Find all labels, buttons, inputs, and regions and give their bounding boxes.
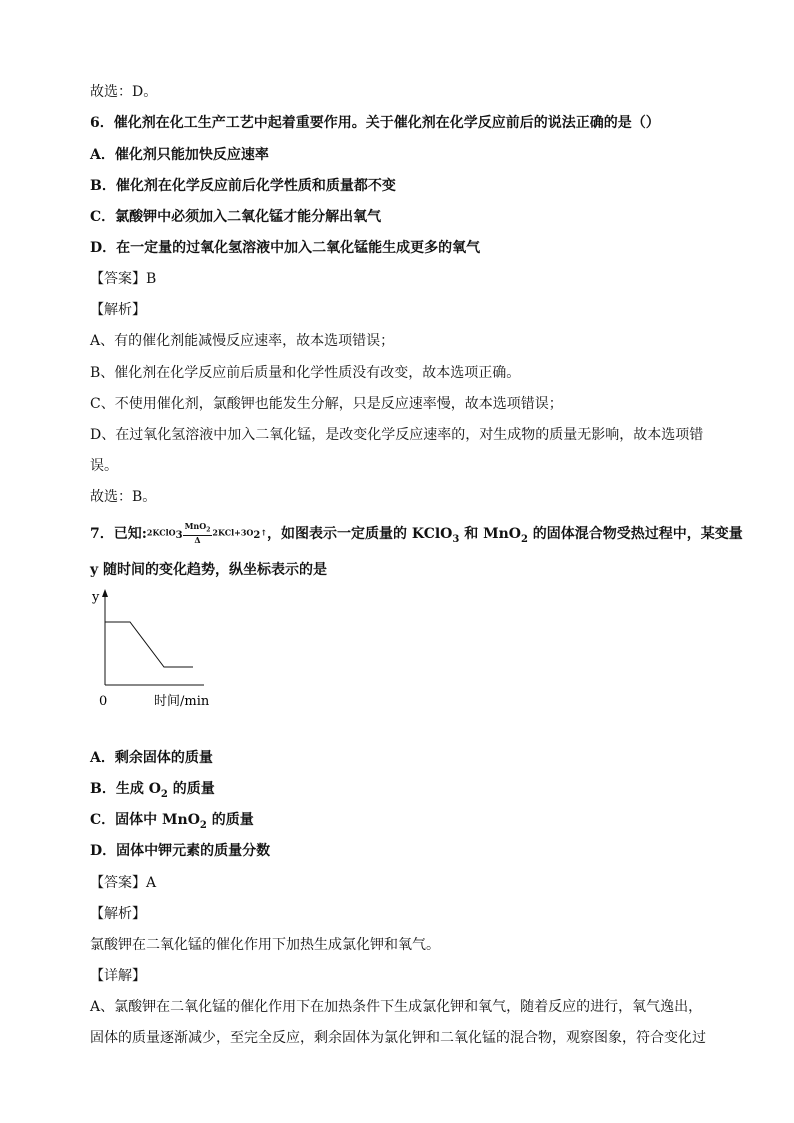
y-axis-arrow bbox=[102, 589, 108, 597]
q6-analysis-heading: 【解析】 bbox=[90, 302, 146, 318]
line-conclusion-b: 故选：B。 bbox=[90, 489, 157, 505]
q6-option-c: C．氯酸钾中必须加入二氧化锰才能分解出氧气 bbox=[90, 209, 382, 225]
q6-explain-d: D、在过氧化氢溶液中加入二氧化锰，是改变化学反应速率的，对生成物的质量无影响，故本选项错 bbox=[90, 427, 704, 443]
q7-prefix: 7．已知: bbox=[90, 525, 147, 542]
q7-option-d: D．固体中钾元素的质量分数 bbox=[90, 843, 271, 859]
q6-option-b: B．催化剂在化学反应前后化学性质和质量都不变 bbox=[90, 178, 396, 194]
reaction-condition: $\frac{MnO_2}{\Delta}$ bbox=[184, 521, 211, 545]
q7-option-a: A．剩余固体的质量 bbox=[90, 750, 213, 766]
question-7-line2: y 随时间的变化趋势，纵坐标表示的是 bbox=[90, 562, 328, 578]
q7-option-c: C．固体中 MnO$_2$ 的质量 bbox=[90, 812, 254, 831]
question-7: 7．已知:2KClO$_3$ $\frac{MnO_2}{\Delta}$ $2KCl+3O_2↑$，如图表示一定质量的 KClO$_3$ 和 MnO$_2$ 的固体混合物受热过程中，某变量 bbox=[90, 521, 743, 545]
q7-answer: 【答案】A bbox=[90, 875, 157, 891]
q7-detail-a: A、氯酸钾在二氧化锰的催化作用下在加热条件下生成氯化钾和氧气，随着反应的进行，氧气逸出， bbox=[90, 999, 703, 1015]
q6-explain-c: C、不使用催化剂，氯酸钾也能发生分解，只是反应速率慢，故本选项错误； bbox=[90, 396, 563, 412]
reaction-equation: 2KClO$_3$ $\frac{MnO_2}{\Delta}$ $2KCl+3O_2↑$ bbox=[146, 521, 268, 545]
q7-detail-heading: 【详解】 bbox=[90, 968, 146, 984]
question-6: 6．催化剂在化工生产工艺中起着重要作用。关于催化剂在化学反应前后的说法正确的是（） bbox=[90, 115, 660, 131]
graph-y-label: y bbox=[92, 590, 100, 605]
q6-explain-b: B、催化剂在化学反应前后质量和化学性质没有改变，故本选项正确。 bbox=[90, 365, 521, 381]
q7-option-b: B．生成 $O_2$ 的质量 bbox=[90, 781, 215, 800]
line-conclusion-d: 故选：D。 bbox=[90, 84, 158, 100]
q6-explain-a: A、有的催化剂能减慢反应速率，故本选项错误； bbox=[90, 333, 395, 349]
trend-graph bbox=[86, 585, 216, 710]
q6-option-d: D．在一定量的过氧化氢溶液中加入二氧化锰能生成更多的氧气 bbox=[90, 240, 481, 256]
graph-x-label: 时间/min bbox=[154, 694, 210, 709]
q6-explain-d-cont: 误。 bbox=[90, 458, 118, 474]
q7-analysis-heading: 【解析】 bbox=[90, 906, 146, 922]
q6-option-a: A．催化剂只能加快反应速率 bbox=[90, 147, 269, 163]
q7-detail-a-cont: 固体的质量逐渐减少，至完全反应，剩余固体为氯化钾和二氧化锰的混合物，观察图象，符合变化过 bbox=[90, 1030, 706, 1046]
q6-answer: 【答案】B bbox=[90, 271, 157, 287]
trend-line bbox=[105, 622, 193, 667]
graph-origin-label: 0 bbox=[99, 694, 108, 709]
q7-analysis-text: 氯酸钾在二氧化锰的催化作用下加热生成氯化钾和氧气。 bbox=[90, 937, 440, 953]
